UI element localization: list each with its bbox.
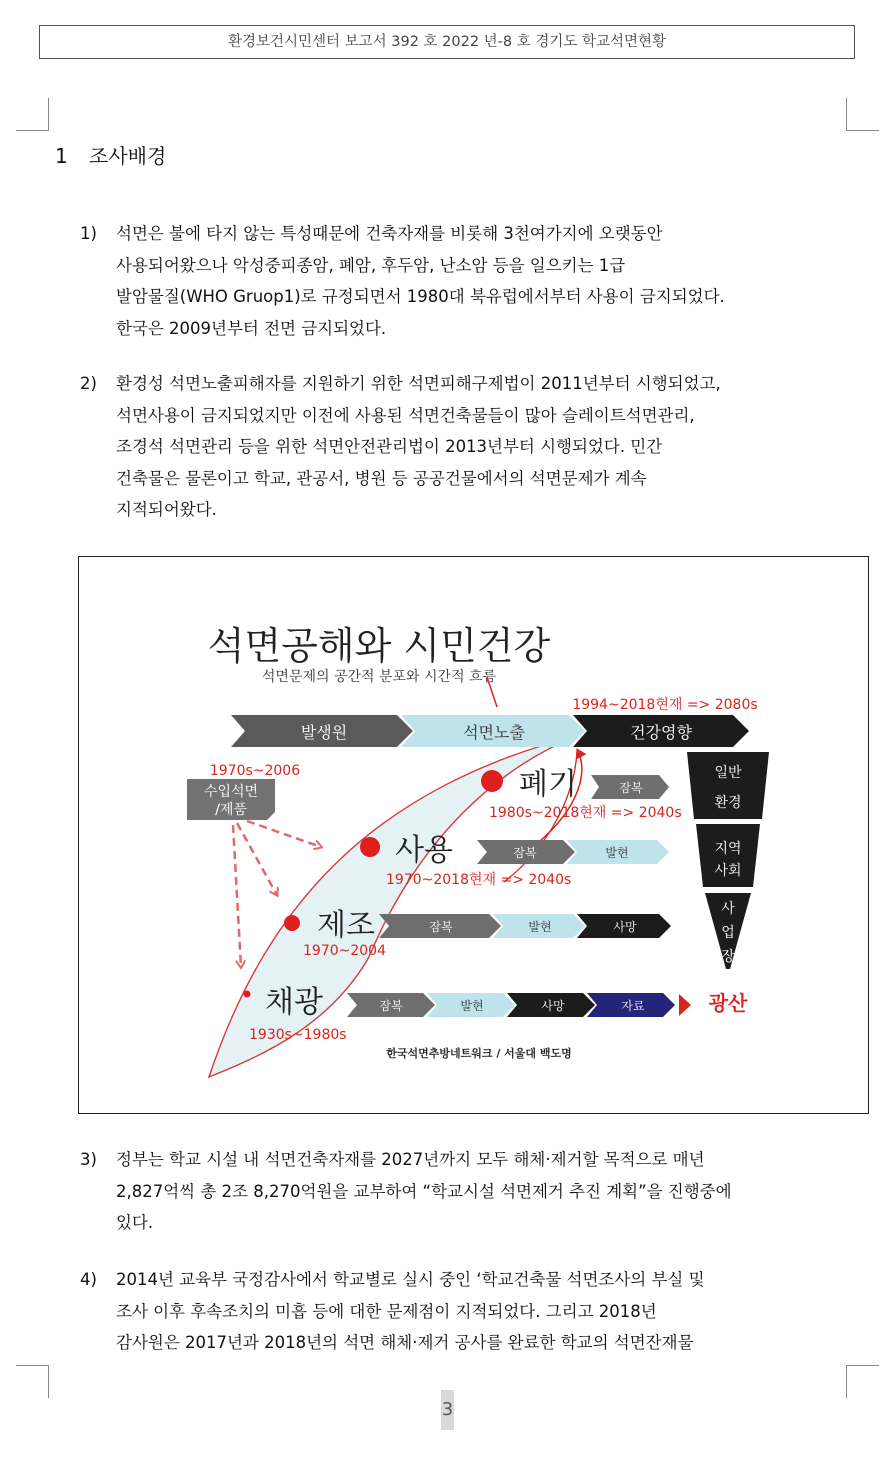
- chevron-label: 사망: [613, 920, 637, 934]
- paragraph-line: 한국은 2009년부터 전면 금지되었다.: [116, 318, 387, 338]
- chevron-label: 발현: [528, 920, 552, 934]
- mine-arrow: [679, 994, 691, 1016]
- paragraph-number: 3): [80, 1150, 97, 1169]
- diagram-credit: 한국석면추방네트워크 / 서울대 백도명: [386, 1047, 572, 1060]
- funnel-label: 지역: [714, 841, 742, 857]
- crop-mark-bottom-right: [846, 1365, 879, 1398]
- crop-mark-bottom-left: [16, 1365, 49, 1398]
- funnel-label: 환경: [714, 795, 742, 811]
- crop-mark-top-right: [846, 98, 879, 131]
- paragraph-line: 2014년 교육부 국정감사에서 학교별로 실시 중인 ‘학교건축물 석면조사의 부실 및: [116, 1270, 705, 1289]
- paragraph-line: 2,827억씩 총 2조 8,270억원을 교부하여 “학교시설 석면제거 추진 계획”을 진행중에: [116, 1181, 732, 1201]
- paragraph-line: 지적되어왔다.: [116, 500, 217, 519]
- timeline-label-top: 1994~2018현재 => 2080s: [572, 697, 758, 713]
- diagram-title: 석면공해와 시민건강: [207, 624, 551, 668]
- paragraph-line: 발암물질(WHO Gruop1)로 규정되면서 1980대 북유럽에서부터 사용이 금지되었다.: [116, 287, 725, 306]
- mine-label: 광산: [708, 991, 748, 1015]
- chevron-label: 잠복: [429, 920, 453, 934]
- stage-label-mining: 채광: [265, 985, 323, 1020]
- asbestos-diagram: [78, 556, 869, 1114]
- import-arrow: [237, 823, 277, 895]
- section-title-text: 조사배경: [89, 144, 167, 168]
- funnel-label: 일반: [714, 765, 742, 781]
- funnel-label: 장: [721, 949, 735, 965]
- section-number: 1: [55, 144, 68, 168]
- chevron-label: 잠복: [379, 999, 403, 1013]
- paragraph-line: 사용되어왔으나 악성중피종암, 폐암, 후두암, 난소암 등을 일으키는 1급: [116, 255, 626, 275]
- diagram-subtitle: 석면문제의 공간적 분포와 시간적 흐름: [261, 669, 497, 685]
- report-header: 환경보건시민센터 보고서 392 호 2022 년-8 호 경기도 학교석면현황: [39, 25, 855, 59]
- paragraph-line: 건축물은 물론이고 학교, 관공서, 병원 등 공공건물에서의 석면문제가 계속: [116, 468, 647, 488]
- stage-dot-mining: [244, 991, 251, 998]
- page-number: 3: [441, 1390, 454, 1430]
- paragraph-number: 2): [80, 374, 97, 393]
- paragraph-line: 조사 이후 후속조치의 미흡 등에 대한 문제점이 지적되었다. 그리고 2018년: [116, 1301, 657, 1321]
- paragraph-line: 정부는 학교 시설 내 석면건축자재를 2027년까지 모두 해체·제거할 목적으로 매년: [116, 1150, 705, 1169]
- paragraph-line: 석면은 불에 타지 않는 특성때문에 건축자재를 비롯해 3천여가지에 오랫동안: [116, 224, 663, 243]
- arrow-source-label: 발생원: [300, 723, 348, 742]
- paragraph-line: 환경성 석면노출피해자를 지원하기 위한 석면피해구제법이 2011년부터 시행되었고,: [116, 374, 721, 393]
- chevron-label: 자료: [621, 999, 645, 1013]
- paragraph-line: 석면사용이 금지되었지만 이전에 사용된 석면건축물들이 많아 슬레이트석면관리,: [116, 405, 695, 425]
- paragraph-line: 있다.: [116, 1213, 154, 1232]
- paragraph-line: 조경석 석면관리 등을 위한 석면안전관리법이 2013년부터 시행되었다. 민간: [116, 437, 663, 456]
- paragraph-number: 1): [80, 224, 97, 243]
- stage-dot-manufacture: [284, 915, 300, 931]
- paragraph-number: 4): [80, 1270, 97, 1289]
- section-heading: [55, 140, 166, 169]
- stage-label-use: 사용: [395, 833, 453, 868]
- chevron-label: 사망: [541, 999, 565, 1013]
- stage-dot-use: [360, 837, 380, 857]
- import-box-line1: 수입석면: [203, 784, 259, 800]
- import-years: 1970s~2006: [209, 763, 301, 779]
- stage-dot-disposal: [481, 770, 503, 792]
- paragraph-line: 감사원은 2017년과 2018년의 석면 해체·제거 공사를 완료한 학교의 석면잔재물: [116, 1333, 694, 1352]
- chevron-label: 발현: [605, 846, 629, 860]
- arrow-health-label: 건강영향: [630, 723, 692, 742]
- diagram-canvas: [79, 557, 870, 1115]
- stage-label-manufacture: 제조: [317, 908, 375, 943]
- chevron-label: 잠복: [619, 781, 643, 795]
- stage-label-disposal: 폐기: [519, 767, 577, 802]
- arrow-exposure-label: 석면노출: [463, 723, 525, 742]
- stage-years-manufacture: 1970~2004: [303, 943, 386, 959]
- funnel-label: 업: [721, 925, 735, 941]
- crop-mark-top-left: [16, 98, 49, 131]
- stage-years-mining: 1930s~1980s: [249, 1027, 347, 1043]
- chevron-label: 잠복: [513, 846, 537, 860]
- import-arrow: [247, 821, 321, 847]
- import-box-line2: /제품: [215, 802, 247, 818]
- funnel-label: 사회: [714, 863, 742, 879]
- stage-years-use: 1970~2018현재 => 2040s: [386, 872, 572, 888]
- stage-years-disposal: 1980s~2018현재 => 2040s: [489, 805, 682, 821]
- funnel-label: 사: [721, 901, 735, 917]
- chevron-label: 발현: [460, 999, 484, 1013]
- import-arrow: [233, 825, 241, 967]
